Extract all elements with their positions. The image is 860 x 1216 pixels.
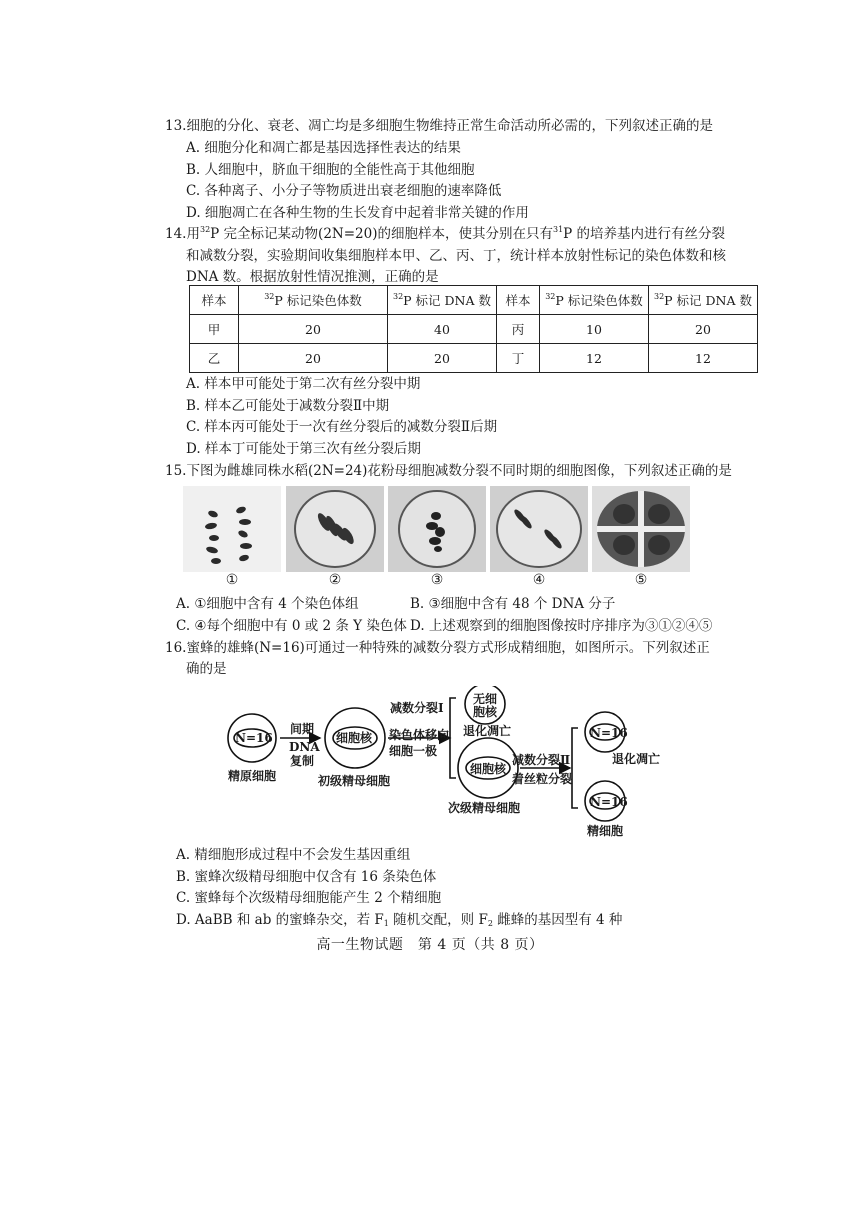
q14-stem-line1: 14.用$^{32}$P 完全标记某动物(2N=20)的细胞样本，使其分别在只有$^{31}$P 的培养基内进行有丝分裂 <box>165 225 726 242</box>
diagram-meiosis2-label: 减数分裂Ⅱ <box>512 753 571 767</box>
q14-table <box>189 285 758 373</box>
micrograph-label: ③ <box>430 572 444 588</box>
q16-option-c: C. 蜜蜂每个次级精母细胞能产生 2 个精细胞 <box>176 890 442 906</box>
diagram-chrom-move-label: 染色体移向 <box>389 728 450 742</box>
q14-option-d: D. 样本丁可能处于第三次有丝分裂后期 <box>186 441 421 457</box>
q15-option-c: C. ④每个细胞中有 0 或 2 条 Y 染色体 <box>176 618 407 634</box>
q14-stem-line2: 和减数分裂，实验期间收集细胞样本甲、乙、丙、丁，统计样本放射性标记的染色体数和核 <box>186 248 726 264</box>
micrograph-3-image <box>388 486 486 572</box>
table-cell: 20 <box>388 344 497 373</box>
table-header-cell: $^{32}$P 标记染色体数 <box>239 286 388 315</box>
table-cell: 40 <box>388 315 497 344</box>
diagram-degenerate-label: 退化凋亡 <box>463 724 512 738</box>
q15-option-d: D. 上述观察到的细胞图像按时序排序为③①②④⑤ <box>410 618 713 634</box>
table-cell: 12 <box>649 344 758 373</box>
q14-option-c: C. 样本丙可能处于一次有丝分裂后的减数分裂Ⅱ后期 <box>186 419 498 435</box>
table-header-cell: $^{32}$P 标记 DNA 数 <box>388 286 497 315</box>
q16-stem-line1: 16.蜜蜂的雄蜂(N=16)可通过一种特殊的减数分裂方式形成精细胞，如图所示。下列叙述正 <box>165 640 710 656</box>
diagram-secondary-nucleus-label: 细胞核 <box>470 762 507 776</box>
diagram-nucleus-label: 细胞核 <box>336 731 373 745</box>
table-cell: 10 <box>540 315 649 344</box>
diagram-chrom-move-label2: 细胞一极 <box>389 744 438 758</box>
micrograph-4 <box>490 486 588 572</box>
micrograph-2-image <box>286 486 384 572</box>
diagram-no-nucleus-label: 无细 <box>473 692 498 706</box>
diagram-filament-label: 着丝粒分裂 <box>512 772 573 786</box>
q16-option-d: D. AaBB 和 ab 的蜜蜂杂交，若 $F_1$ 随机交配，则 $F_2$ 雌蜂的基因型有 4 种 <box>176 912 623 928</box>
q13-stem: 13.细胞的分化、衰老、凋亡均是多细胞生物维持正常生命活动所必需的，下列叙述正确的是 <box>165 118 713 134</box>
q15-option-a: A. ①细胞中含有 4 个染色体组 <box>176 596 359 612</box>
q13-option-d: D. 细胞凋亡在各种生物的生长发育中起着非常关键的作用 <box>186 205 529 221</box>
diagram-n16-label: N=16 <box>235 731 273 745</box>
micrograph-2 <box>286 486 384 572</box>
q15-stem: 15.下图为雌雄同株水稻(2N=24)花粉母细胞减数分裂不同时期的细胞图像，下列叙述正确的是 <box>165 463 732 479</box>
table-cell: 丙 <box>497 315 540 344</box>
micrograph-label: ② <box>328 572 342 588</box>
table-cell: 乙 <box>190 344 239 373</box>
diagram-sperm-label: 精细胞 <box>587 824 624 838</box>
q13-option-b: B. 人细胞中，脐血干细胞的全能性高于其他细胞 <box>186 162 475 178</box>
q16-option-a: A. 精细胞形成过程中不会发生基因重组 <box>176 847 411 863</box>
table-header-cell: 样本 <box>497 286 540 315</box>
q16-stem-line2: 确的是 <box>186 661 227 677</box>
diagram-interphase-label: 间期 <box>290 722 315 736</box>
q14-option-b: B. 样本乙可能处于减数分裂Ⅱ中期 <box>186 398 390 414</box>
page-footer: 高一生物试题 第 4 页（共 8 页） <box>316 937 544 953</box>
diagram-replicate-label: 复制 <box>290 754 315 768</box>
micrograph-1 <box>183 486 281 572</box>
table-cell: 20 <box>239 315 388 344</box>
micrograph-label: ① <box>225 572 239 588</box>
diagram-sperm2-n16-label: N=16 <box>590 795 628 809</box>
q13-option-c: C. 各种离子、小分子等物质进出衰老细胞的速率降低 <box>186 183 502 199</box>
table-header-cell: 样本 <box>190 286 239 315</box>
table-cell: 丁 <box>497 344 540 373</box>
q14-option-a: A. 样本甲可能处于第二次有丝分裂中期 <box>186 376 421 392</box>
table-cell: 甲 <box>190 315 239 344</box>
diagram-spermatogonium-label: 精原细胞 <box>228 769 277 783</box>
micrograph-label: ④ <box>532 572 546 588</box>
diagram-meiosis1-label: 减数分裂Ⅰ <box>390 701 444 715</box>
micrograph-label: ⑤ <box>634 572 648 588</box>
diagram-sperm-n16-label: N=16 <box>590 726 628 740</box>
diagram-secondary-label: 次级精母细胞 <box>448 801 521 815</box>
table-cell: 20 <box>649 315 758 344</box>
table-header-cell: $^{32}$P 标记 DNA 数 <box>649 286 758 315</box>
table-header-row <box>190 286 758 315</box>
diagram-no-nucleus-label2: 胞核 <box>473 705 498 719</box>
diagram-primary-label: 初级精母细胞 <box>318 774 391 788</box>
micrograph-5-image <box>592 486 690 572</box>
micrograph-5 <box>592 486 690 572</box>
table-cell: 20 <box>239 344 388 373</box>
table-row <box>190 315 758 344</box>
diagram-sperm-degenerate-label: 退化凋亡 <box>612 752 661 766</box>
q14-stem-line3: DNA 数。根据放射性情况推测，正确的是 <box>186 269 439 285</box>
q13-option-a: A. 细胞分化和凋亡都是基因选择性表达的结果 <box>186 140 461 156</box>
table-header-cell: $^{32}$P 标记染色体数 <box>540 286 649 315</box>
diagram-dna-label: DNA <box>289 740 320 754</box>
micrograph-1-image <box>183 486 281 572</box>
micrograph-3 <box>388 486 486 572</box>
table-cell: 12 <box>540 344 649 373</box>
table-row <box>190 344 758 373</box>
micrograph-4-image <box>490 486 588 572</box>
q16-option-b: B. 蜜蜂次级精母细胞中仅含有 16 条染色体 <box>176 869 437 885</box>
q15-option-b: B. ③细胞中含有 48 个 DNA 分子 <box>410 596 616 612</box>
